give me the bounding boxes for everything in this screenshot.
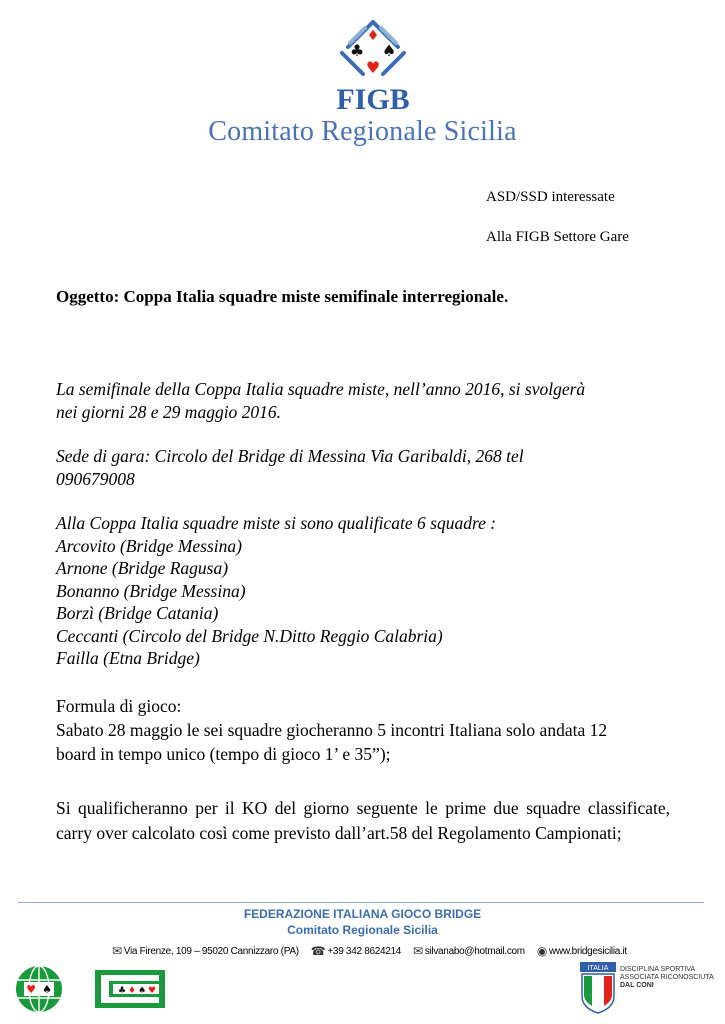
fax-icon: ✉: [413, 944, 423, 958]
footer-website[interactable]: www.bridgesicilia.it: [548, 945, 627, 957]
svg-text:♣: ♣: [117, 986, 127, 996]
recipient-1: ASD/SSD interessate: [486, 189, 615, 205]
formula-title: Formula di gioco:: [56, 696, 182, 716]
coni-text-line: ASSOCIATA RICONOSCIUTA: [620, 974, 714, 981]
teams-intro: Alla Coppa Italia squadre miste si sono qualificate 6 squadre :: [56, 513, 497, 533]
coni-badge-text: ITALIA: [587, 965, 609, 972]
coni-text-line: DAL CONI: [620, 982, 654, 989]
footer-address: Via Firenze, 109 – 95020 Cannizzaro (PA): [123, 945, 299, 957]
footer-phone: +39 342 8624214: [327, 945, 402, 957]
intro-line: nei giorni 28 e 29 maggio 2016.: [56, 401, 282, 422]
team-item: Arnone (Bridge Ragusa): [56, 558, 229, 578]
envelope-icon: ✉: [112, 944, 122, 958]
svg-text:♥: ♥: [147, 986, 157, 996]
figb-logo-icon: [318, 20, 428, 112]
team-item: Borzì (Bridge Catania): [56, 603, 219, 623]
subject-line: Oggetto: Coppa Italia squadre miste semifinale interregionale.: [56, 287, 509, 306]
intro-line: La semifinale della Coppa Italia squadre miste, nell’anno 2016, si svolgerà: [56, 379, 586, 399]
coni-text: [620, 966, 720, 990]
globe-bridge-logo-icon: [14, 964, 64, 1014]
teams-paragraph: [56, 512, 676, 670]
e-cards-logo-icon: [95, 970, 165, 1008]
svg-text:♠: ♠: [42, 983, 52, 996]
formula-line: board in tempo unico (tempo di gioco 1’ e 35”);: [56, 744, 391, 764]
venue-line: Sede di gara: Circolo del Bridge di Messina Via Garibaldi, 268 tel: [56, 446, 524, 466]
team-item: Failla (Etna Bridge): [56, 648, 200, 668]
footer-federation: FEDERAZIONE ITALIANA GIOCO BRIDGE: [243, 907, 482, 921]
venue-paragraph: [56, 445, 676, 490]
svg-text:♣: ♣: [349, 41, 365, 60]
svg-text:♠: ♠: [381, 41, 397, 60]
formula-line: Sabato 28 maggio le sei squadre giocheranno 5 incontri Italiana solo andata 12: [56, 720, 608, 740]
intro-paragraph: [56, 378, 676, 423]
footer-divider: [18, 902, 704, 903]
coni-shield-icon: [580, 962, 616, 1014]
formula-paragraph: [56, 694, 676, 766]
footer-email[interactable]: silvanabo@hotmail.com: [424, 945, 525, 957]
team-item: Bonanno (Bridge Messina): [56, 580, 246, 601]
svg-text:♥: ♥: [365, 58, 381, 77]
svg-text:♥: ♥: [26, 983, 36, 996]
footer-contacts: [112, 943, 639, 959]
phone-icon: ☎: [310, 944, 326, 958]
globe-icon: ◉: [536, 944, 547, 958]
recipient-2: Alla FIGB Settore Gare: [486, 229, 629, 245]
qualification-paragraph: Si qualificheranno per il KO del giorno seguente le prime due squadre classificate, carry over calcolato così come previsto dall’art.58 del Regolamento Campionati;: [56, 798, 670, 843]
org-title: Comitato Regionale Sicilia: [208, 116, 517, 147]
venue-line: 090679008: [56, 468, 135, 489]
svg-text:♦: ♦: [127, 986, 137, 996]
team-item: Arcovito (Bridge Messina): [56, 535, 242, 556]
svg-text:♦: ♦: [366, 28, 380, 44]
logo-text: FIGB: [336, 83, 410, 112]
footer-org: [0, 906, 725, 938]
team-item: Ceccanti (Circolo del Bridge N.Ditto Reggio Calabria): [56, 625, 443, 646]
coni-text-line: DISCIPLINA SPORTIVA: [620, 966, 696, 973]
svg-text:♠: ♠: [137, 986, 147, 996]
footer-committee: Comitato Regionale Sicilia: [287, 923, 438, 937]
